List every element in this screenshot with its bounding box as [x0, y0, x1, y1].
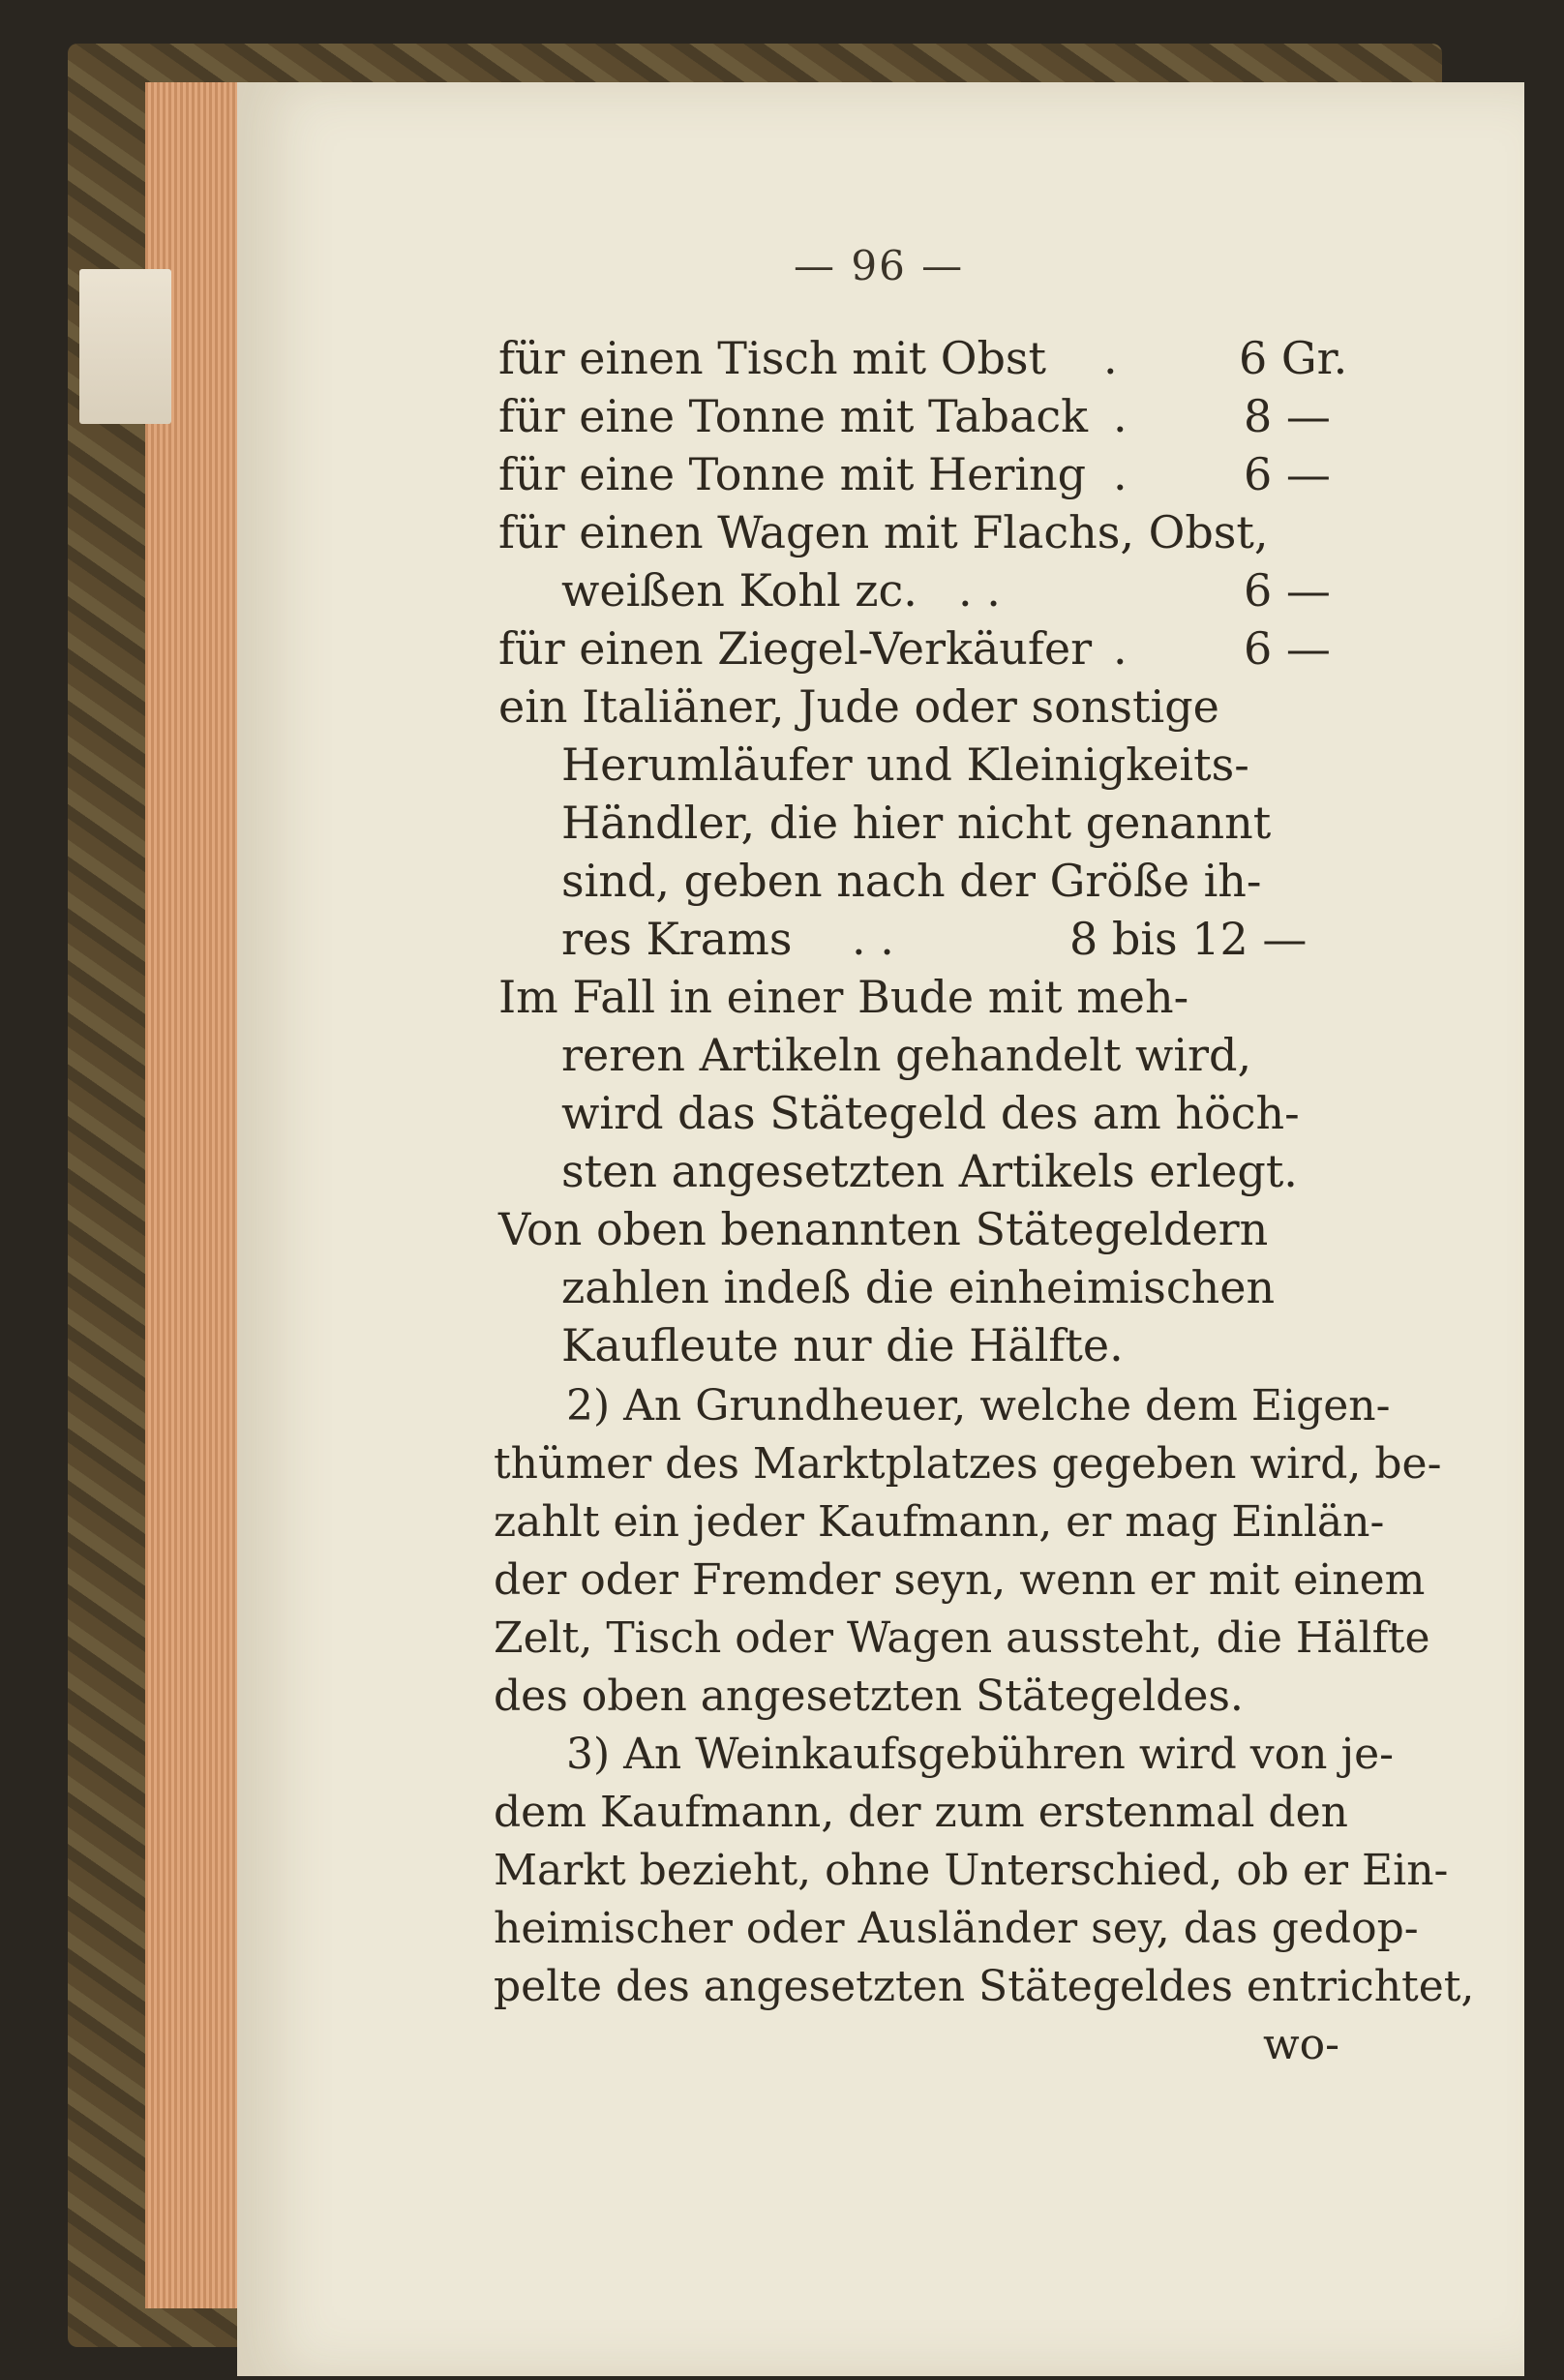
- fee-label: für einen Ziegel-Verkäufer: [498, 622, 1093, 675]
- text-line: 3) An Weinkaufsgebühren wird von je-: [566, 1730, 1395, 1779]
- text-line: heimischer oder Ausländer sey, das gedop-: [494, 1904, 1419, 1953]
- fee-price: 6 —: [1244, 448, 1331, 500]
- fee-label: ein Italiäner, Jude oder sonstige: [498, 680, 1219, 733]
- text-line: zahlt ein jeder Kaufmann, er mag Einlän-: [494, 1497, 1385, 1547]
- text-line: Zelt, Tisch oder Wagen aussteht, die Hälfte: [494, 1613, 1430, 1663]
- text-line: wird das Stätegeld des am höch-: [561, 1087, 1300, 1139]
- text-line: dem Kaufmann, der zum erstenmal den: [494, 1788, 1348, 1837]
- fee-price: 6 —: [1244, 622, 1331, 675]
- bookmark-strip: [79, 269, 171, 424]
- fee-label: für eine Tonne mit Hering: [498, 448, 1087, 500]
- text-line: zahlen indeß die einheimischen: [561, 1261, 1276, 1313]
- fee-dots: .: [1103, 332, 1118, 384]
- fee-price: 6 Gr.: [1239, 332, 1348, 384]
- text-line: sten angesetzten Artikels erlegt.: [561, 1145, 1298, 1197]
- fee-label: für eine Tonne mit Taback: [498, 390, 1089, 442]
- fee-dots: . .: [852, 913, 894, 965]
- fee-label: sind, geben nach der Größe ih-: [561, 855, 1262, 907]
- text-line: thümer des Marktplatzes gegeben wird, be-: [494, 1439, 1442, 1489]
- fee-price: 8 —: [1244, 390, 1331, 442]
- text-line: pelte des angesetzten Stätegeldes entrichtet,: [494, 1962, 1475, 2011]
- text-line: des oben angesetzten Stätegeldes.: [494, 1672, 1244, 1721]
- fee-price: 8 bis 12 —: [1069, 913, 1308, 965]
- fee-label: Herumläufer und Kleinigkeits-: [561, 738, 1249, 791]
- catchword: wo-: [1263, 2020, 1340, 2069]
- fee-label: für einen Wagen mit Flachs, Obst,: [498, 506, 1269, 558]
- fee-label: res Krams: [561, 913, 793, 965]
- text-line: Kaufleute nur die Hälfte.: [561, 1319, 1124, 1371]
- fee-dots: .: [1113, 448, 1128, 500]
- fee-dots: .: [1113, 622, 1128, 675]
- fee-label: Händler, die hier nicht genannt: [561, 797, 1272, 849]
- page-number: — 96 —: [794, 242, 965, 289]
- fee-price: 6 —: [1244, 564, 1331, 617]
- fee-dots: . .: [958, 564, 1001, 617]
- text-line: Von oben benannten Stätegeldern: [498, 1203, 1269, 1255]
- fee-dots: .: [1113, 390, 1128, 442]
- text-line: reren Artikeln gehandelt wird,: [561, 1029, 1252, 1081]
- text-line: Im Fall in einer Bude mit meh-: [498, 971, 1189, 1023]
- text-line: 2) An Grundheuer, welche dem Eigen-: [566, 1381, 1391, 1431]
- text-line: der oder Fremder seyn, wenn er mit einem: [494, 1555, 1426, 1605]
- fee-label: weißen Kohl zc.: [561, 564, 917, 617]
- text-line: Markt bezieht, ohne Unterschied, ob er Ein-: [494, 1846, 1449, 1895]
- fee-label: für einen Tisch mit Obst: [498, 332, 1046, 384]
